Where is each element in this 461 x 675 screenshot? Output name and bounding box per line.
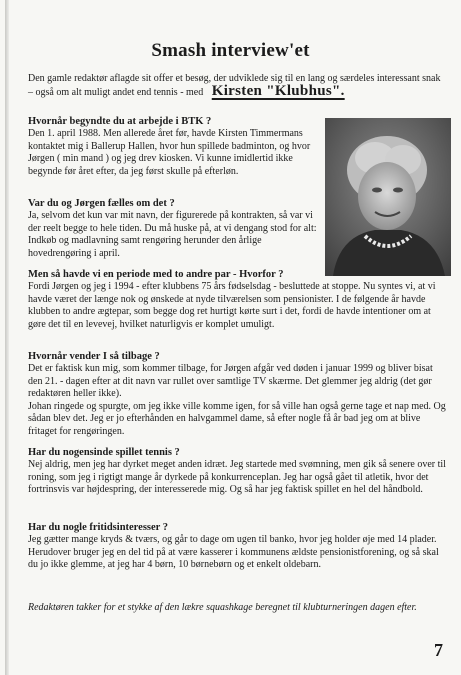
article-intro <box>28 72 446 99</box>
answer-4: Det er faktisk kun mig, som kommer tilbage, for Jørgen afgår ved døden i januar 1999 og bliver bisat den 21. - dagen efter at dit navn var rullet over samtlige TV skærme. Det glemmer jeg aldrig (det gør redaktøren heller ikke). <box>28 363 433 399</box>
qa-section-4 <box>28 350 446 438</box>
closing-note: Redaktøren takker for et stykke af den lækre squashkage beregnet til klubturneringen dagen efter. <box>28 602 417 613</box>
page-edge-shadow <box>5 0 9 675</box>
qa-section-1 <box>28 115 320 178</box>
answer-3: Fordi Jørgen og jeg i 1994 - efter klubbens 75 års fødselsdag - besluttede at stoppe. Nu syntes vi, at vi havde været der længe nok og ønskede at nyde tilværelsen som pensionister. I de følgende år havde klubben to andre ægtepar, som begge dog ret hurtigt kørte surt i det, fordi de havde intentioner om at gøre det til en levevej, hvilket naturligvis er komplet umuligt. <box>28 281 436 330</box>
answer-5: Nej aldrig, men jeg har dyrket meget anden idræt. Jeg startede med svømning, men gik så senere over til roning, som jeg i rigtigt mange år dyrkede på konkurrenceplan. Jeg har også gået til atletik, hvor det fortrinsvis var højdespring, der interesserede mig. Og så har jeg faktisk spillet en hel del håndbold. <box>28 459 446 495</box>
portrait-photo <box>325 118 451 276</box>
portrait-image <box>325 118 451 276</box>
qa-section-3 <box>28 268 446 331</box>
answer-2: Ja, selvom det kun var mit navn, der figurerede på kontrakten, så var vi der reelt begge to hele tiden. Du må huske på, at vi dengang stod for alt: Indkøb og madlavning samt rengøring herunder den årlige hovedrengøring i april. <box>28 210 317 259</box>
qa-section-6 <box>28 521 446 572</box>
page-number: 7 <box>434 640 443 660</box>
answer-6: Jeg gætter mange kryds & tværs, og går to dage om ugen til banko, hvor jeg holder øje med 14 plader. Herudover bruger jeg en del tid på at være kasserer i kommunens ældste pensionistforening, og så skal du jo ikke glemme, at jeg har 4 børn, 10 børnebørn og et enkelt oldebarn. <box>28 534 439 570</box>
answer-4b: Johan ringede og spurgte, om jeg ikke ville komme igen, for så ville han også gerne tage et nap med. Og sådan blev det. Jeg er jo efterhånden en halvgammel dame, så efter nogle få år bad jeg om at blive fritaget for rengøringen. <box>28 400 446 437</box>
question-4: Hvornår vender I så tilbage ? <box>28 351 160 362</box>
question-2: Var du og Jørgen fælles om det ? <box>28 198 175 209</box>
intro-text: Den gamle redaktør aflagde sit offer et besøg, der udviklede sig til en lang og særdeles interessant snak – også om alt muligt andet end tennis - med <box>28 73 441 98</box>
question-3: Men så havde vi en periode med to andre par - Hvorfor ? <box>28 269 284 280</box>
qa-section-2 <box>28 197 320 260</box>
question-6: Har du nogle fritidsinteresser ? <box>28 522 168 533</box>
question-5: Har du nogensinde spillet tennis ? <box>28 447 180 458</box>
intro-name: Kirsten "Klubhus". <box>211 83 345 99</box>
qa-section-5 <box>28 446 446 497</box>
question-1: Hvornår begyndte du at arbejde i BTK ? <box>28 116 212 127</box>
answer-1: Den 1. april 1988. Men allerede året før, havde Kirsten Timmermans kontaktet mig i Ballerup Hallen, hvor hun spillede badminton, og hvor Jørgen ( min mand ) og jeg drev kiosken. Vi kunne imidlertid ikke begynde før året efter, da jeg først skulle på efterløn. <box>28 128 311 177</box>
article-title: Smash interview'et <box>151 40 310 61</box>
